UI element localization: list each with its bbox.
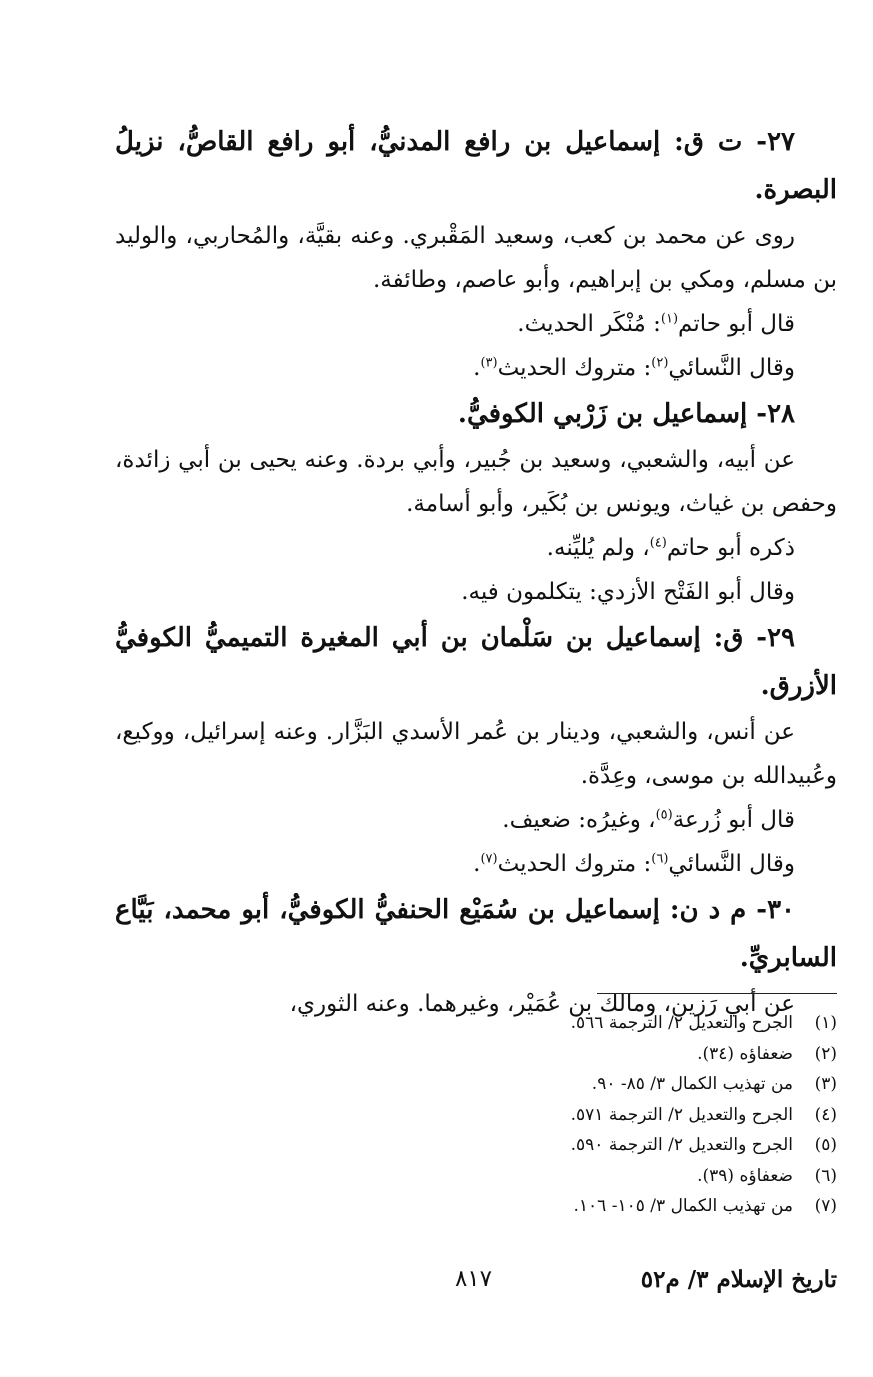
footnote-number: (٥) [814, 1135, 837, 1155]
footnotes [237, 1008, 837, 1222]
footnote-ref[interactable]: (٤) [649, 535, 667, 551]
entry-body: عن أبيه، والشعبي، وسعيد بن جُبير، وأبي بردة. وعنه يحيى بن أبي زائدة، وحفص بن غياث، ويونس بن بُكَير، وأبو أسامة. [115, 447, 837, 517]
note-text: ، ولم يُليِّنه. [546, 535, 650, 561]
note-text: . [473, 355, 481, 381]
note-text: : متروك الحديث [497, 851, 652, 877]
footnote [237, 1161, 837, 1192]
note-text: ، وغيرُه: ضعيف. [502, 807, 656, 833]
entry-note [115, 346, 837, 390]
footnote-number: (٤) [814, 1104, 837, 1125]
note-text: وقال أبو الفَتْح الأزدي: يتكلمون فيه. [461, 579, 795, 605]
footnote-ref[interactable]: (٦) [651, 851, 669, 867]
footnote-text: الجرح والتعديل ٢/ الترجمة ٥٦٦. [570, 1013, 793, 1033]
footnote-text: ضعفاؤه (٣٩). [697, 1165, 793, 1186]
entry-note [115, 302, 837, 346]
entry-note [115, 570, 837, 614]
note-text: . [473, 851, 481, 877]
footnote [237, 1130, 837, 1161]
footnote-text: الجرح والتعديل ٢/ الترجمة ٥٧١. [570, 1104, 793, 1125]
footnote [237, 1100, 837, 1131]
entry-title: ٢٧- ت ق: إسماعيل بن رافع المدنيُّ، أبو رافع القاصُّ، نزيلُ البصرة. [115, 127, 837, 205]
footnote-text: الجرح والتعديل ٢/ الترجمة ٥٩٠. [570, 1135, 793, 1155]
footnote-text: من تهذيب الكمال ٣/ ٨٥- ٩٠. [591, 1074, 793, 1094]
note-text: وقال النَّسائي [668, 851, 795, 877]
entry-note [115, 798, 837, 842]
book-signature: تاريخ الإسلام ٣/ م٥٢ [640, 1266, 837, 1293]
footnote [237, 1008, 837, 1039]
footnote-ref[interactable]: (٣) [480, 355, 498, 371]
footnote-ref[interactable]: (٥) [655, 807, 673, 823]
footnote [237, 1191, 837, 1222]
entry-title: ٣٠- م د ن: إسماعيل بن سُمَيْع الحنفيُّ الكوفيُّ، أبو محمد، بَيَّاع السابريِّ. [115, 895, 837, 973]
footnote [237, 1039, 837, 1070]
main-text [115, 118, 837, 1026]
entry-title: ٢٩- ق: إسماعيل بن سَلْمان بن أبي المغيرة التميميُّ الكوفيُّ الأزرق. [115, 623, 837, 701]
entry-note [115, 842, 837, 886]
entry-body: عن أبي رَزين، ومالك بن عُمَيْر، وغيرهما. وعنه الثوري، [289, 991, 795, 1017]
entry-body: عن أنس، والشعبي، ودينار بن عُمر الأسدي البَزَّار. وعنه إسرائيل، ووكيع، وعُبيدالله بن موسى، وعِدَّة. [115, 719, 837, 789]
footnote-number: (٣) [814, 1074, 837, 1094]
footnote-ref[interactable]: (٧) [480, 851, 498, 867]
footnote-ref[interactable]: (١) [660, 311, 679, 327]
note-text: : مُنْكَر الحديث. [517, 311, 661, 337]
entry-note [115, 526, 837, 570]
note-text: : متروك الحديث [497, 355, 652, 381]
note-text: قال أبو زُرعة [672, 807, 795, 833]
entry-body: روى عن محمد بن كعب، وسعيد المَقْبري. وعنه بقيَّة، والمُحاربي، والوليد بن مسلم، ومكي بن إبراهيم، وأبو عاصم، وطائفة. [115, 223, 837, 293]
page-number: ٨١٧ [454, 1266, 492, 1292]
footnote-text: من تهذيب الكمال ٣/ ١٠٥- ١٠٦. [573, 1196, 793, 1216]
note-text: ذكره أبو حاتم [666, 535, 795, 561]
footnote [237, 1069, 837, 1100]
footnote-ref[interactable]: (٢) [651, 355, 669, 371]
entry-title: ٢٨- إسماعيل بن زَرْبي الكوفيُّ. [457, 399, 795, 429]
note-text: قال أبو حاتم [678, 311, 795, 337]
footnote-number: (٧) [814, 1196, 837, 1216]
footnote-separator [597, 993, 837, 994]
footnote-number: (٦) [814, 1165, 837, 1186]
footnote-number: (٢) [814, 1043, 837, 1064]
note-text: وقال النَّسائي [668, 355, 795, 381]
footnote-number: (١) [814, 1013, 837, 1033]
footnote-text: ضعفاؤه (٣٤). [697, 1043, 793, 1064]
